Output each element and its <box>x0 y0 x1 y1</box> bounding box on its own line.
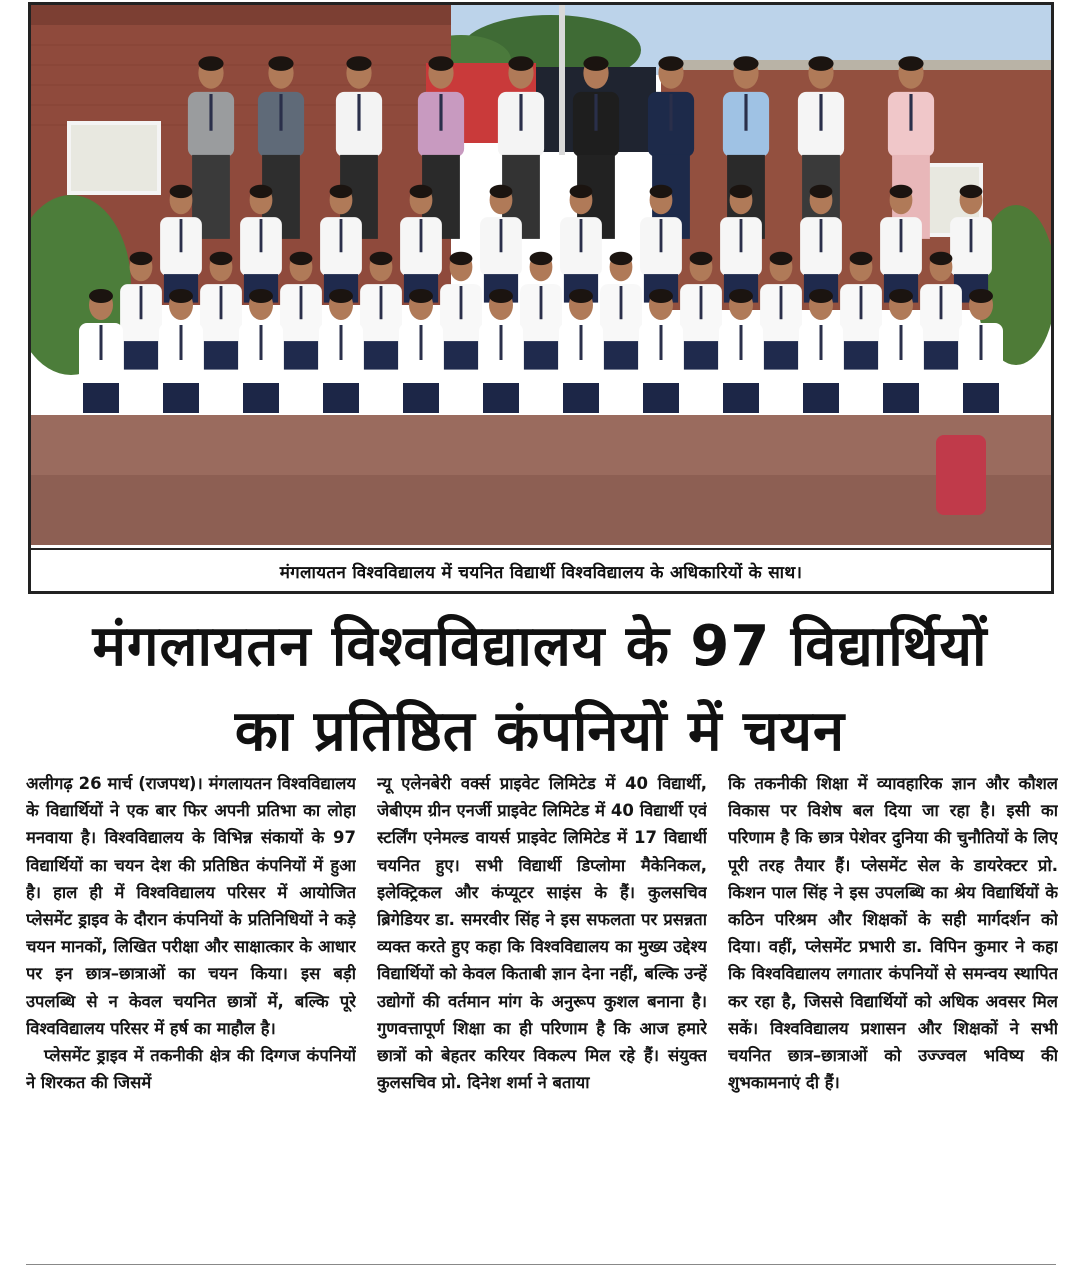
dateline: अलीगढ़ 26 मार्च (राजपथ)। <box>26 774 203 793</box>
person-figure <box>159 289 203 413</box>
article-paragraph <box>26 770 356 1042</box>
article-paragraph: प्लेसमेंट ड्राइव में तकनीकी क्षेत्र की दिग्गज कंपनियों ने शिरकत की जिसमें <box>26 1046 356 1093</box>
bottom-rule <box>26 1264 1056 1265</box>
person-figure <box>600 252 642 370</box>
article-column-2 <box>377 770 707 1262</box>
person-figure <box>559 289 603 413</box>
headline-line-2: का प्रतिष्ठित कंपनियों में चयन <box>234 699 846 764</box>
backpack <box>936 435 986 515</box>
person-figure <box>520 252 562 370</box>
photo-frame <box>28 2 1054 594</box>
article-column-1 <box>26 770 356 1262</box>
person-figure <box>239 289 283 413</box>
article-column-3 <box>728 770 1058 1262</box>
paragraph-text: मंगलायतन विश्वविद्यालय के विद्यार्थियों ने एक बार फिर अपनी प्रतिभा का लोहा मनवाया है। विश्वविद्यालय के विभिन्न संकायों के 97 विद्यार्थियों का चयन देश की प्रतिष्ठित कंपनियों में हुआ है। हाल ही में विश्वविद्यालय परिसर में आयोजित प्लेसमेंट ड्राइव के दौरान कंपनियों के प्रतिनिधियों ने कड़े चयन मानकों, लिखित परीक्षा और साक्षात्कार के आधार पर इन छात्र–छात्राओं का चयन किया। इस बड़ी उपलब्धि से न केवल चयनित छात्रों में, बल्कि पूरे विश्वविद्यालय परिसर में हर्ष का माहौल है। <box>26 774 356 1038</box>
person-figure <box>319 289 363 413</box>
article-paragraph: न्यू एलेनबेरी वर्क्स प्राइवेट लिमिटेड में 40 विद्यार्थी, जेबीएम ग्रीन एनर्जी प्राइवेट लिमिटेड में 40 विद्यार्थी एवं स्टर्लिंग एनेमल्ड वायर्स प्राइवेट लिमिटेड में 17 विद्यार्थी चयनित हुए। सभी विद्यार्थी डिप्लोमा मैकेनिकल, इलेक्ट्रिकल और कंप्यूटर साइंस के हैं। कुलसचिव ब्रिगेडियर डा. समरवीर सिंह ने इस सफलता पर प्रसन्नता व्यक्त करते हुए कहा कि विश्वविद्यालय का मुख्य उद्देश्य विद्यार्थियों को केवल किताबी ज्ञान देना नहीं, बल्कि उन्हें उद्योगों की वर्तमान मांग के अनुरूप कुशल बनाना है। गुणवत्तापूर्ण शिक्षा का ही परिणाम है कि आज हमारे छात्रों को बेहतर करियर विकल्प मिल रहे हैं। संयुक्त कुलसचिव प्रो. दिनेश शर्मा ने बताया <box>377 774 707 1093</box>
headline-line-1: मंगलायतन विश्वविद्यालय के 97 विद्यार्थियों <box>92 614 988 679</box>
article-body <box>26 770 1058 1262</box>
person-figure <box>479 289 523 413</box>
photo-caption: मंगलायतन विश्वविद्यालय में चयनित विद्यार्थी विश्वविद्यालय के अधिकारियों के साथ। <box>31 548 1051 593</box>
article-paragraph: कि तकनीकी शिक्षा में व्यावहारिक ज्ञान और कौशल विकास पर विशेष बल दिया जा रहा है। इसी का परिणाम है कि छात्र पेशेवर दुनिया की चुनौतियों के लिए पूरी तरह तैयार हैं। प्लेसमेंट सेल के डायरेक्टर प्रो. किशन पाल सिंह ने इस उपलब्धि का श्रेय विद्यार्थियों के कठिन परिश्रम और शिक्षकों के सही मार्गदर्शन को दिया। वहीं, प्लेसमेंट प्रभारी डा. विपिन कुमार ने कहा कि विश्वविद्यालय लगातार कंपनियों से समन्वय स्थापित कर रहा है, जिससे विद्यार्थियों को अधिक अवसर मिल सकें। विश्वविद्यालय प्रशासन और शिक्षकों ने सभी चयनित छात्र–छात्राओं को उज्ज्वल भविष्य की शुभकामनाएं दी हैं। <box>728 774 1058 1093</box>
group-photo <box>31 5 1051 545</box>
person-figure <box>399 289 443 413</box>
